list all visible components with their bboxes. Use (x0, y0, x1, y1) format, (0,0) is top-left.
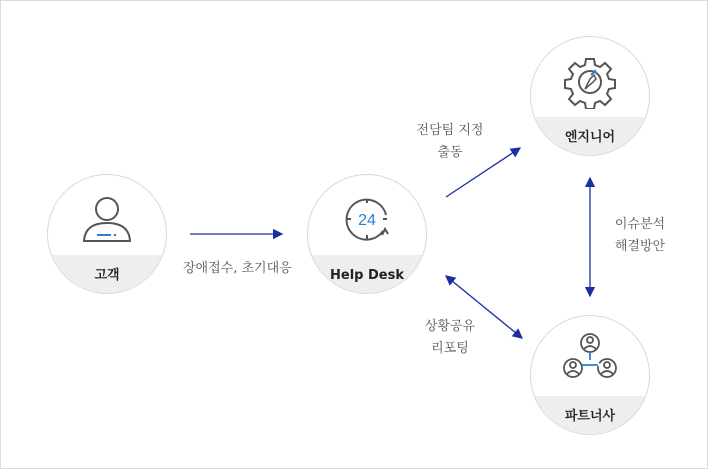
customer-node (47, 174, 167, 294)
helpdesk-node (307, 174, 427, 294)
people-network-icon (560, 332, 620, 382)
partner-label: 파트너사 (564, 409, 616, 424)
helpdesk-label: Help Desk (330, 268, 404, 283)
partner-node (530, 315, 650, 435)
edge-label-customer-to-helpdesk: 장애접수, 초기대응 (183, 261, 292, 276)
clock-24-icon (339, 191, 395, 247)
clock-number: 24 (358, 212, 376, 229)
engineer-node (530, 36, 650, 156)
person-icon (79, 195, 135, 245)
customer-label: 고객 (94, 268, 120, 283)
edge-label-helpdesk-partner: 상황공유 리포팅 (424, 319, 476, 356)
gear-wrench-icon (563, 55, 617, 109)
engineer-label: 엔지니어 (564, 130, 616, 145)
edge-label-helpdesk-to-engineer: 전담팀 지정 출동 (416, 123, 484, 160)
edge-label-engineer-partner: 이슈분석 해결방안 (614, 217, 666, 254)
